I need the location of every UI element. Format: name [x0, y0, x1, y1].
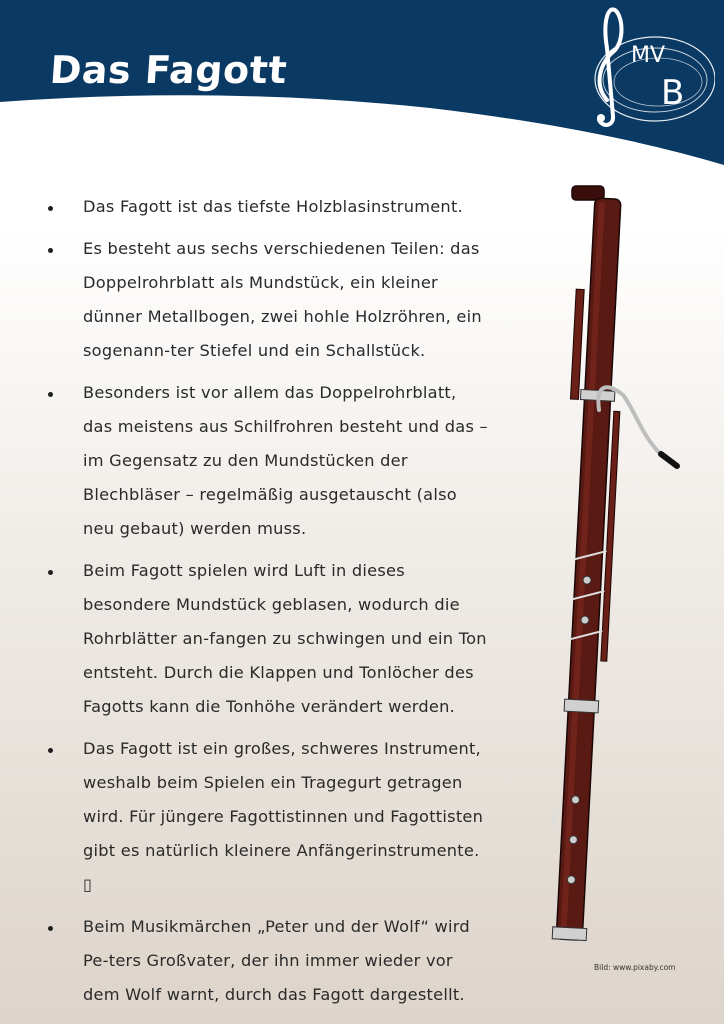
bullet-item: Das Fagott ist das tiefste Holzblasinstrument.	[44, 190, 489, 224]
image-credit: Bild: www.pixaby.com	[594, 963, 676, 972]
bullet-item: Beim Musikmärchen „Peter und der Wolf“ wird Pe-ters Großvater, der ihn immer wieder vor dem Wolf warnt, durch das Fagott dargestellt.	[44, 910, 489, 1012]
bullet-item: Das Fagott ist ein großes, schweres Instrument, weshalb beim Spielen ein Tragegurt getragen wird. Für jüngere Fagottistinnen und Fagottisten gibt es natürlich kleinere Anfängerinstrumente. ▯	[44, 732, 489, 902]
bullet-item: Es besteht aus sechs verschiedenen Teilen: das Doppelrohrblatt als Mundstück, ein kleiner dünner Metallbogen, zwei hohle Holzröhren, ein sogenann-ter Stiefel und ein Schallstück.	[44, 232, 489, 368]
mvb-logo	[583, 4, 715, 132]
logo-mv: MV	[631, 43, 666, 68]
bassoon-illustration	[515, 180, 695, 960]
bullet-item: Beim Fagott spielen wird Luft in dieses besondere Mundstück geblasen, wodurch die Rohrblätter an-fangen zu schwingen und ein Ton entsteht. Durch die Klappen und Tonlöcher des Fagotts kann die Tonhöhe verändert werden.	[44, 554, 489, 724]
logo-b: B	[661, 73, 685, 113]
bullet-item: Besonders ist vor allem das Doppelrohrblatt, das meistens aus Schilfrohren besteht und das – im Gegensatz zu den Mundstücken der Blechbläser – regelmäßig ausgetauscht (also neu gebaut) werden muss.	[44, 376, 489, 546]
bullet-list	[44, 190, 489, 1020]
page-title: Das Fagott	[48, 48, 289, 92]
